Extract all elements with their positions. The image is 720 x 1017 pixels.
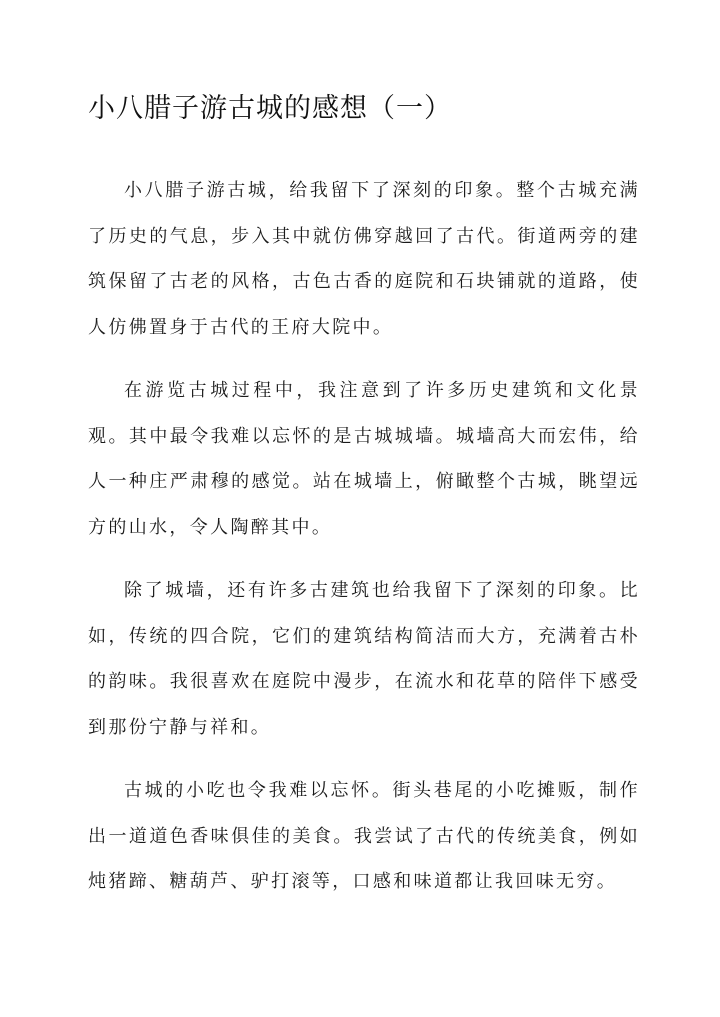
paragraph-2: 在游览古城过程中，我注意到了许多历史建筑和文化景观。其中最令我难以忘怀的是古城城墙。城墙高大而宏伟，给人一种庄严肃穆的感觉。站在城墙上，俯瞰整个古城，眺望远方的山水，令人陶醉其中。 [88, 380, 640, 538]
paragraph-4: 古城的小吃也令我难以忘怀。街头巷尾的小吃摊贩，制作出一道道色香味俱佳的美食。我尝试了古代的传统美食，例如炖猪蹄、糖葫芦、驴打滚等，口感和味道都让我回味无穷。 [88, 780, 640, 892]
document-title: 小八腊子游古城的感想（一） [88, 93, 452, 124]
document-body [88, 168, 640, 923]
paragraph-3: 除了城墙，还有许多古建筑也给我留下了深刻的印象。比如，传统的四合院，它们的建筑结构简洁而大方，充满着古朴的韵味。我很喜欢在庭院中漫步，在流水和花草的陪伴下感受到那份宁静与祥和。 [88, 580, 640, 738]
paragraph-1: 小八腊子游古城，给我留下了深刻的印象。整个古城充满了历史的气息，步入其中就仿佛穿越回了古代。街道两旁的建筑保留了古老的风格，古色古香的庭院和石块铺就的道路，使人仿佛置身于古代的王府大院中。 [88, 180, 640, 338]
